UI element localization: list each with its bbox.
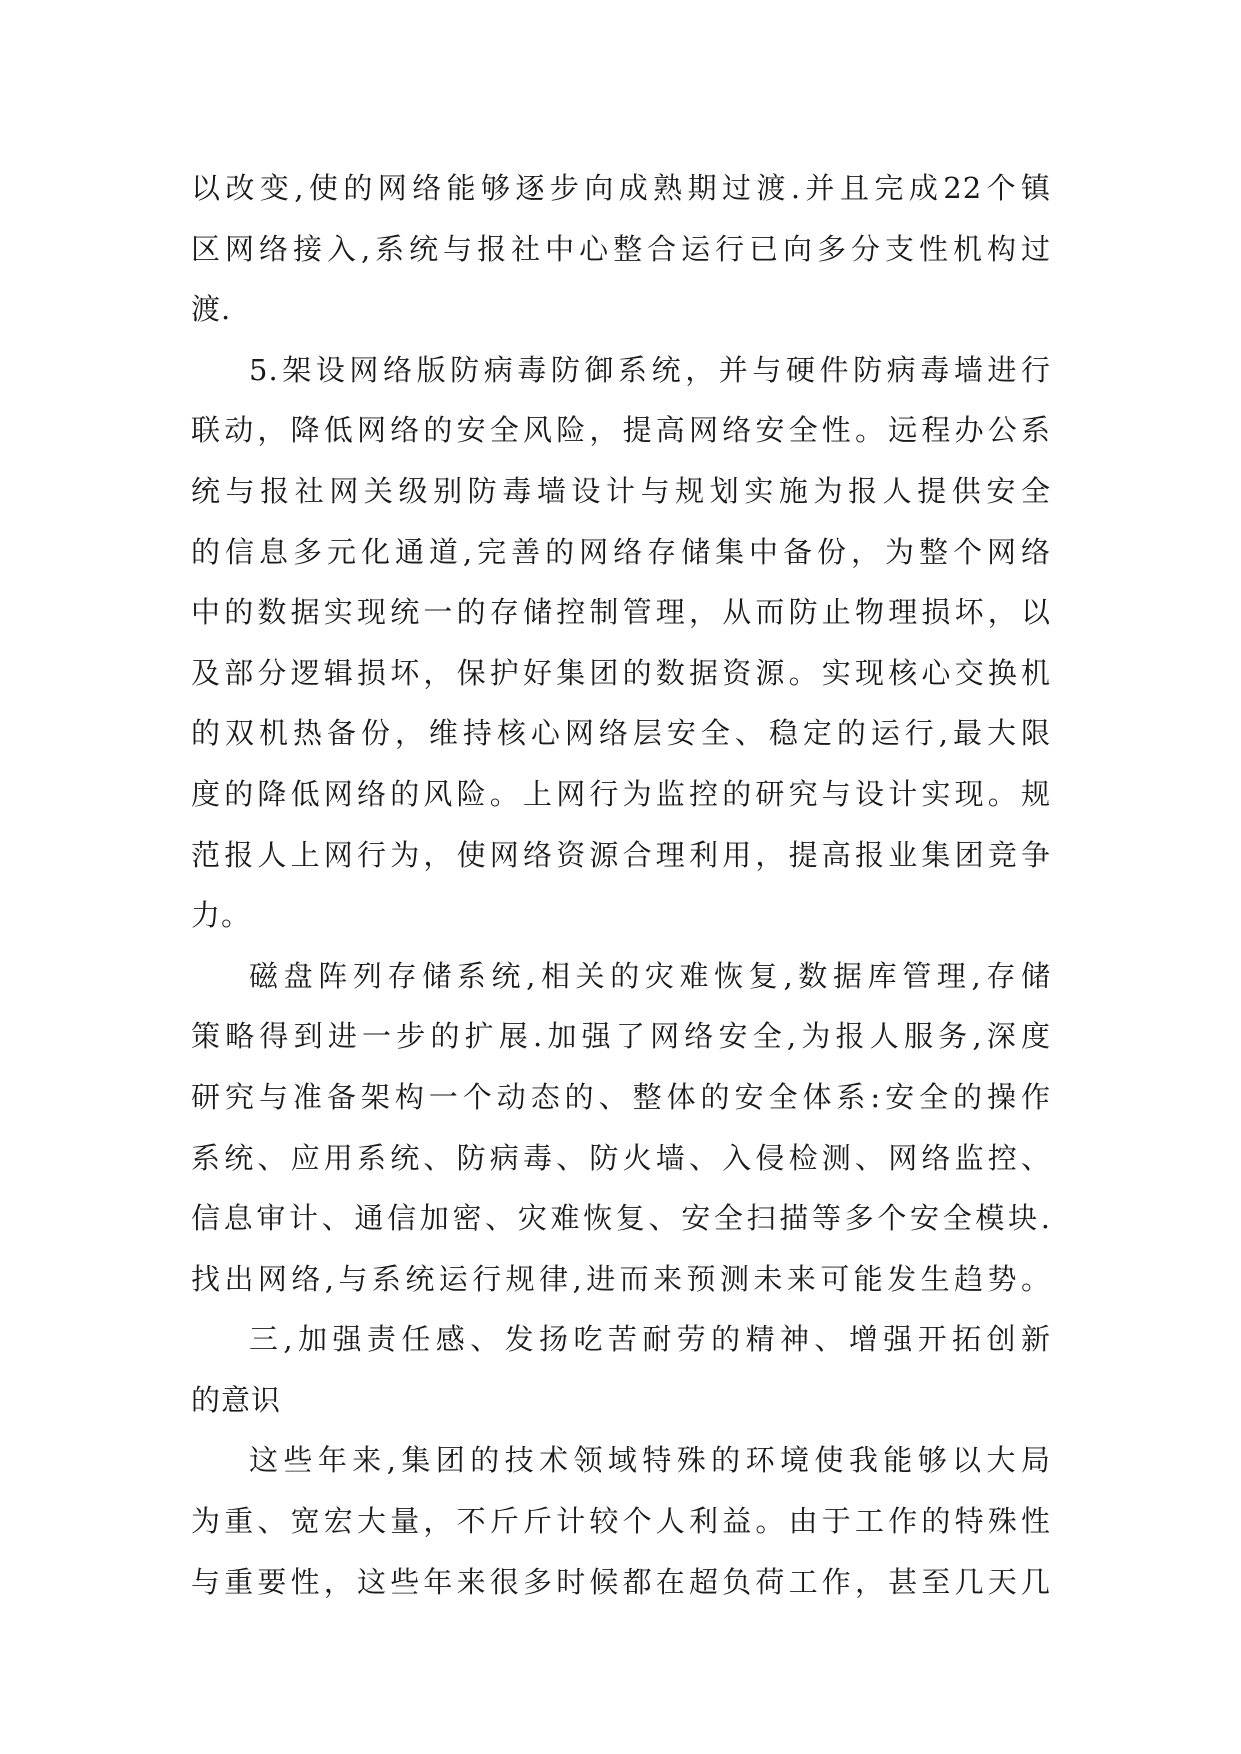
text-line: 渡. xyxy=(191,292,232,327)
text-line: 找出网络,与系统运行规律,进而来预测未来可能发生趋势。 xyxy=(191,1261,1051,1296)
text-line: 信息审计、通信加密、灾难恢复、安全扫描等多个安全模块. xyxy=(191,1201,1051,1236)
text-line: 区网络接入,系统与报社中心整合运行已向多分支性机构过 xyxy=(191,231,1051,266)
text-line: 范报人上网行为，使网络资源合理利用，提高报业集团竞争 xyxy=(191,837,1051,872)
text-line: 力。 xyxy=(191,898,252,933)
text-line: 这些年来,集团的技术领域特殊的环境使我能够以大局 xyxy=(249,1443,1051,1478)
text-line: 策略得到进一步的扩展.加强了网络安全,为报人服务,深度 xyxy=(191,1019,1051,1054)
text-line: 联动，降低网络的安全风险，提高网络安全性。远程办公系 xyxy=(191,413,1051,448)
text-line: 的双机热备份，维持核心网络层安全、稳定的运行,最大限 xyxy=(191,716,1051,751)
document-body xyxy=(191,158,1051,1612)
text-line: 研究与准备架构一个动态的、整体的安全体系:安全的操作 xyxy=(191,1079,1051,1114)
text-line: 的意识 xyxy=(191,1382,282,1417)
text-line: 为重、宽宏大量，不斤斤计较个人利益。由于工作的特殊性 xyxy=(191,1504,1051,1539)
text-line: 度的降低网络的风险。上网行为监控的研究与设计实现。规 xyxy=(191,776,1051,811)
text-line: 磁盘阵列存储系统,相关的灾难恢复,数据库管理,存储 xyxy=(249,958,1051,993)
text-line: 以改变,使的网络能够逐步向成熟期过渡.并且完成22个镇 xyxy=(191,171,1051,205)
text-line: 及部分逻辑损坏，保护好集团的数据资源。实现核心交换机 xyxy=(191,655,1051,690)
text-line: 中的数据实现统一的存储控制管理，从而防止物理损坏，以 xyxy=(191,595,1051,630)
text-line: 的信息多元化通道,完善的网络存储集中备份，为整个网络 xyxy=(191,534,1051,569)
text-line: 统与报社网关级别防毒墙设计与规划实施为报人提供安全 xyxy=(191,473,1051,508)
text-line: 三,加强责任感、发扬吃苦耐劳的精神、增强开拓创新 xyxy=(249,1322,1051,1357)
text-line: 5.架设网络版防病毒防御系统，并与硬件防病毒墙进行 xyxy=(249,352,1051,387)
text-line: 与重要性，这些年来很多时候都在超负荷工作，甚至几天几 xyxy=(191,1564,1051,1599)
text-line: 系统、应用系统、防病毒、防火墙、入侵检测、网络监控、 xyxy=(191,1140,1051,1175)
